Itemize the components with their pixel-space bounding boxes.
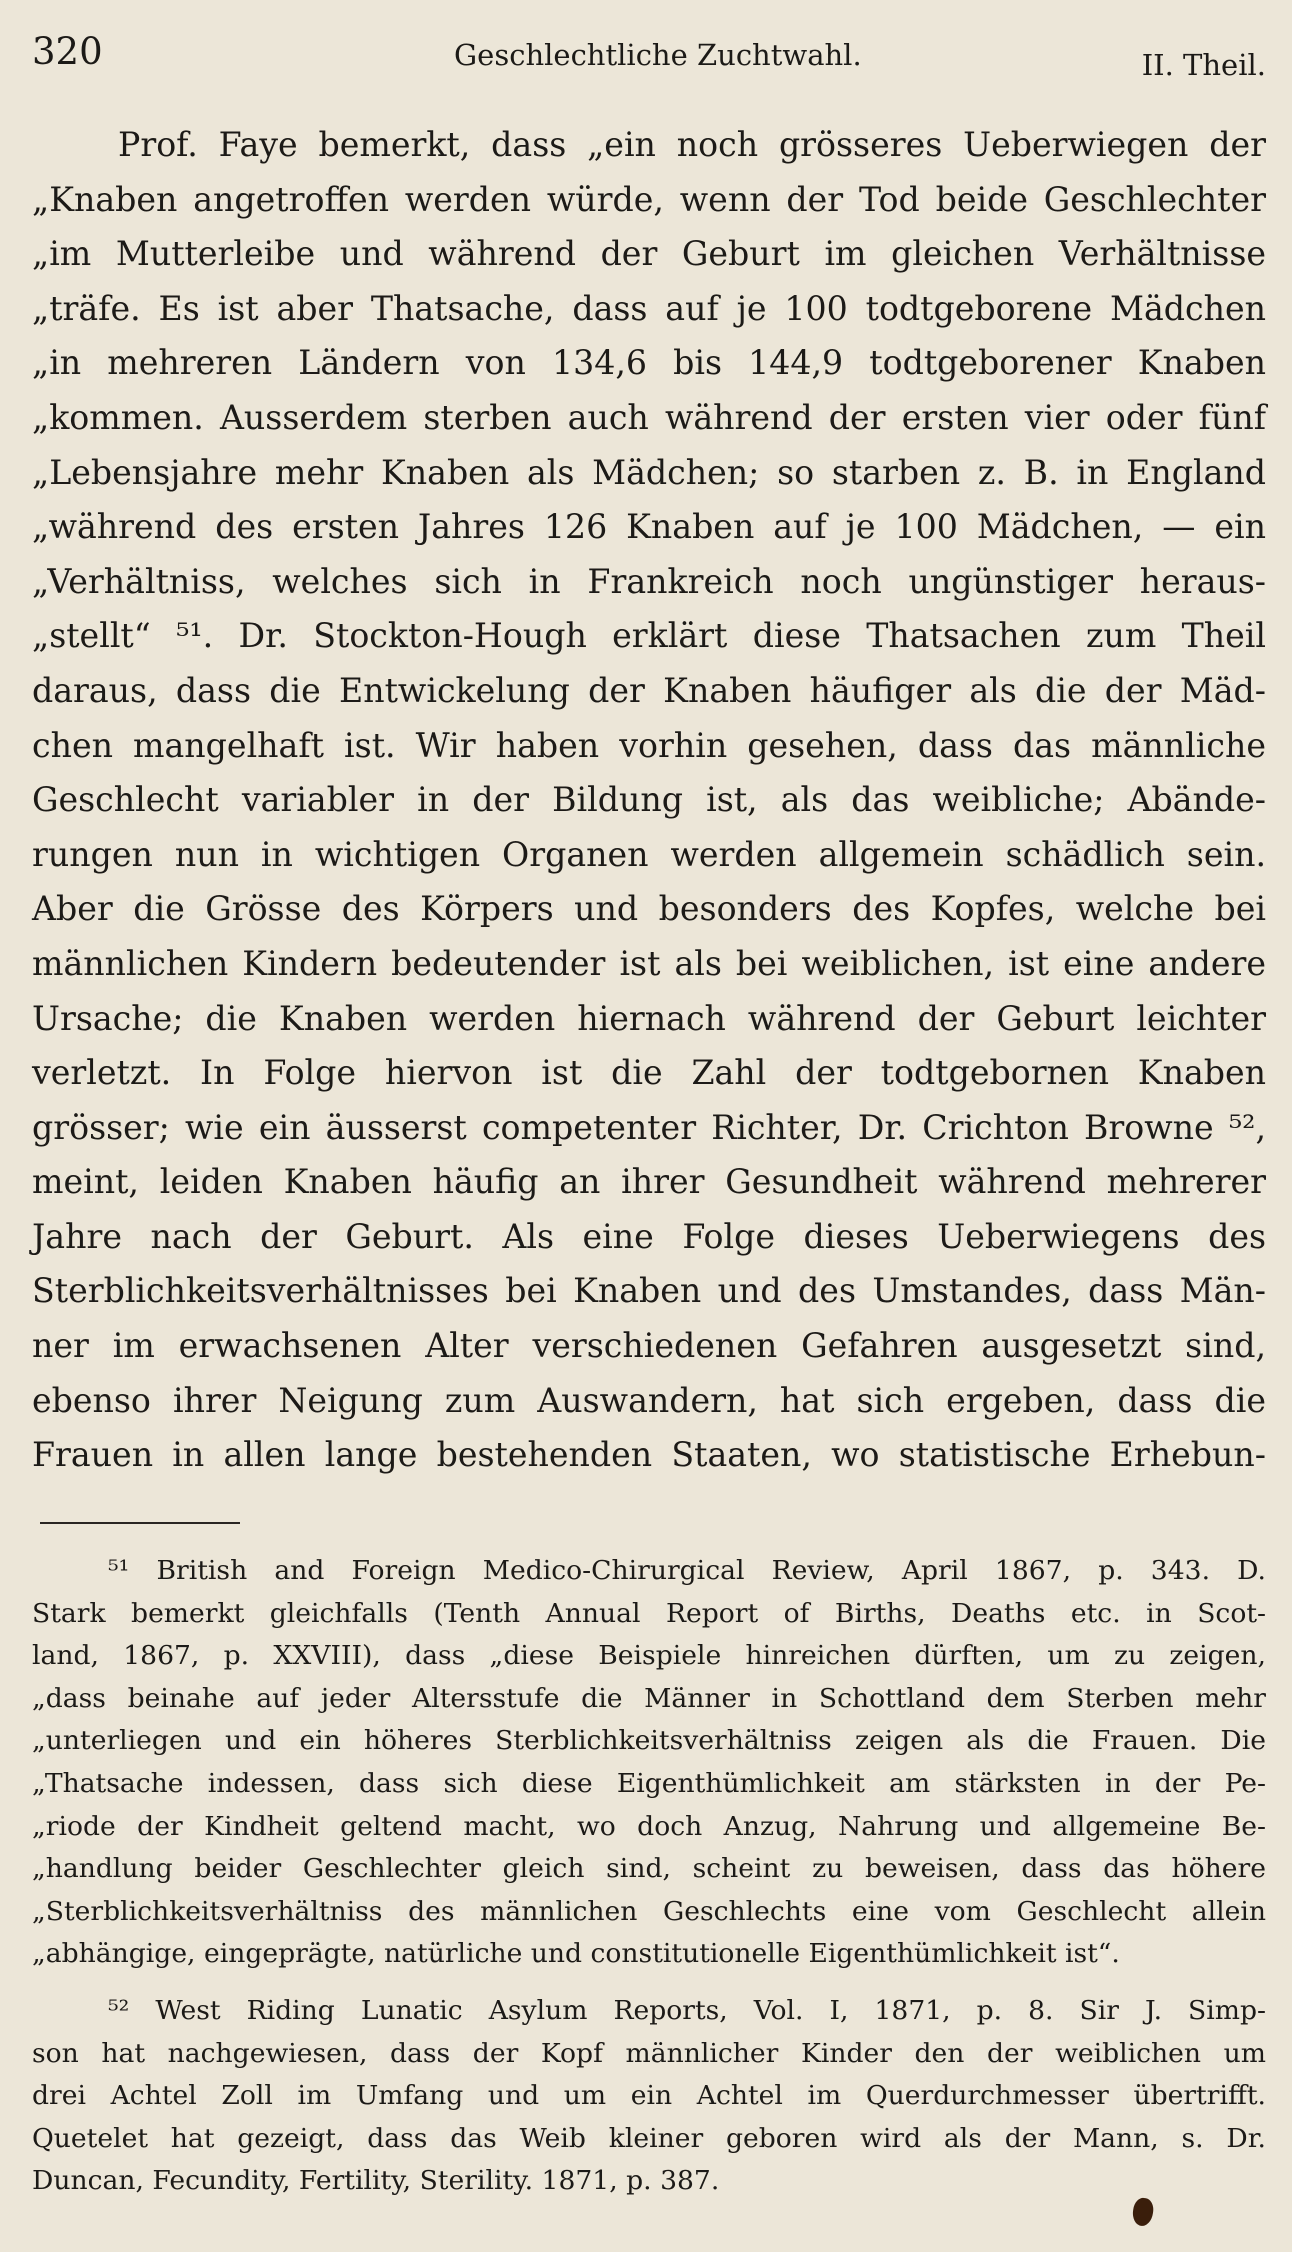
running-title: Geschlechtliche Zuchtwahl. [454,38,862,72]
body-line: „kommen. Ausserdem sterben auch während der ersten vier oder fünf [32,397,1266,437]
footnote-line: ⁵² West Riding Lunatic Asylum Reports, Vol. I, 1871, p. 8. Sir J. Simp- [108,1994,1266,2026]
body-line: Ursache; die Knaben werden hiernach während der Geburt leichter [32,998,1266,1038]
body-line: Geschlecht variabler in der Bildung ist, als das weibliche; Abände- [32,780,1266,820]
footnote-line: land, 1867, p. XXVIII), dass „diese Beispiele hinreichen dürften, um zu zeigen, [32,1640,1266,1672]
footnote-line: drei Achtel Zoll im Umfang und um ein Achtel im Querdurchmesser übertrifft. [32,2080,1266,2112]
body-line: „in mehreren Ländern von 134,6 bis 144,9 todtgeborener Knaben [32,343,1266,383]
body-line: „während des ersten Jahres 126 Knaben auf je 100 Mädchen, — ein [32,507,1266,547]
part-label: II. Theil. [1141,48,1266,82]
footnote-51 [32,1550,1266,1976]
body-line: „Lebensjahre mehr Knaben als Mädchen; so starben z. B. in England [32,452,1266,492]
body-line: „Verhältniss, welches sich in Frankreich noch ungünstiger heraus- [32,561,1266,601]
body-line: Aber die Grösse des Körpers und besonders des Kopfes, welche bei [32,889,1266,929]
running-head [0,30,1292,86]
footnote-52 [32,1990,1266,2203]
footnote-line: ⁵¹ British and Foreign Medico-Chirurgical Review, April 1867, p. 343. D. [108,1555,1266,1586]
footnotes [32,1550,1266,2217]
body-line: grösser; wie ein äusserst competenter Richter, Dr. Crichton Browne ⁵², [32,1107,1266,1147]
body-line: Sterblichkeitsverhältnisses bei Knaben und des Umstandes, dass Män- [32,1271,1266,1311]
body-line: „im Mutterleibe und während der Geburt im gleichen Verhältnisse [32,234,1266,274]
footnote-line: „Sterblichkeitsverhältniss des männlichen Geschlechts eine vom Geschlecht allein [32,1895,1266,1927]
footnote-line: „handlung beider Geschlechter gleich sind, scheint zu beweisen, dass das höhere [32,1853,1266,1885]
footnote-line: „riode der Kindheit geltend macht, wo doch Anzug, Nahrung und allgemeine Be- [32,1810,1266,1842]
body-line: meint, leiden Knaben häufig an ihrer Gesundheit während mehrerer [32,1162,1266,1202]
body-line: Frauen in allen lange bestehenden Staaten, wo statistische Erhebun- [32,1435,1266,1475]
footnote-rule [40,1522,240,1524]
footnote-line: Quetelet hat gezeigt, dass das Weib kleiner geboren wird als der Mann, s. Dr. [32,2122,1266,2154]
body-line: Jahre nach der Geburt. Als eine Folge dieses Ueberwiegens des [32,1216,1266,1256]
footnote-line: „dass beinahe auf jeder Altersstufe die Männer in Schottland dem Sterben mehr [32,1682,1266,1714]
body-line: ner im erwachsenen Alter verschiedenen Gefahren ausgesetzt sind, [32,1326,1266,1366]
body-line: rungen nun in wichtigen Organen werden allgemein schädlich sein. [32,834,1266,874]
footnote-line: „abhängige, eingeprägte, natürliche und constitutionelle Eigenthümlichkeit ist“. [32,1938,1120,1970]
footnote-line: „Thatsache indessen, dass sich diese Eigenthümlichkeit am stärksten in der Pe- [32,1767,1266,1799]
body-line: ebenso ihrer Neigung zum Auswandern, hat sich ergeben, dass die [32,1380,1266,1420]
body-text [32,118,1266,1483]
footnote-line: „unterliegen und ein höheres Sterblichkeitsverhältniss zeigen als die Frauen. Die [32,1725,1266,1757]
footnote-line: Duncan, Fecundity, Fertility, Sterility. 1871, p. 387. [32,2165,720,2197]
footnote-line: Stark bemerkt gleichfalls (Tenth Annual Report of Births, Deaths etc. in Scot- [32,1597,1266,1629]
body-line: Prof. Faye bemerkt, dass „ein noch grösseres Ueberwiegen der [118,125,1266,164]
body-line: daraus, dass die Entwickelung der Knaben häufiger als die der Mäd- [32,670,1266,710]
body-line: männlichen Kindern bedeutender ist als bei weiblichen, ist eine andere [32,943,1266,983]
body-line: „stellt“ ⁵¹. Dr. Stockton-Hough erklärt diese Thatsachen zum Theil [32,616,1266,656]
body-line: „Knaben angetroffen werden würde, wenn der Tod beide Geschlechter [32,179,1266,219]
body-line: verletzt. In Folge hiervon ist die Zahl der todtgebornen Knaben [32,1053,1266,1093]
body-line: chen mangelhaft ist. Wir haben vorhin gesehen, dass das männliche [32,725,1266,765]
body-line: „träfe. Es ist aber Thatsache, dass auf je 100 todtgeborene Mädchen [32,288,1266,328]
footnote-line: son hat nachgewiesen, dass der Kopf männlicher Kinder den der weiblichen um [32,2037,1266,2069]
page-number: 320 [32,30,103,73]
